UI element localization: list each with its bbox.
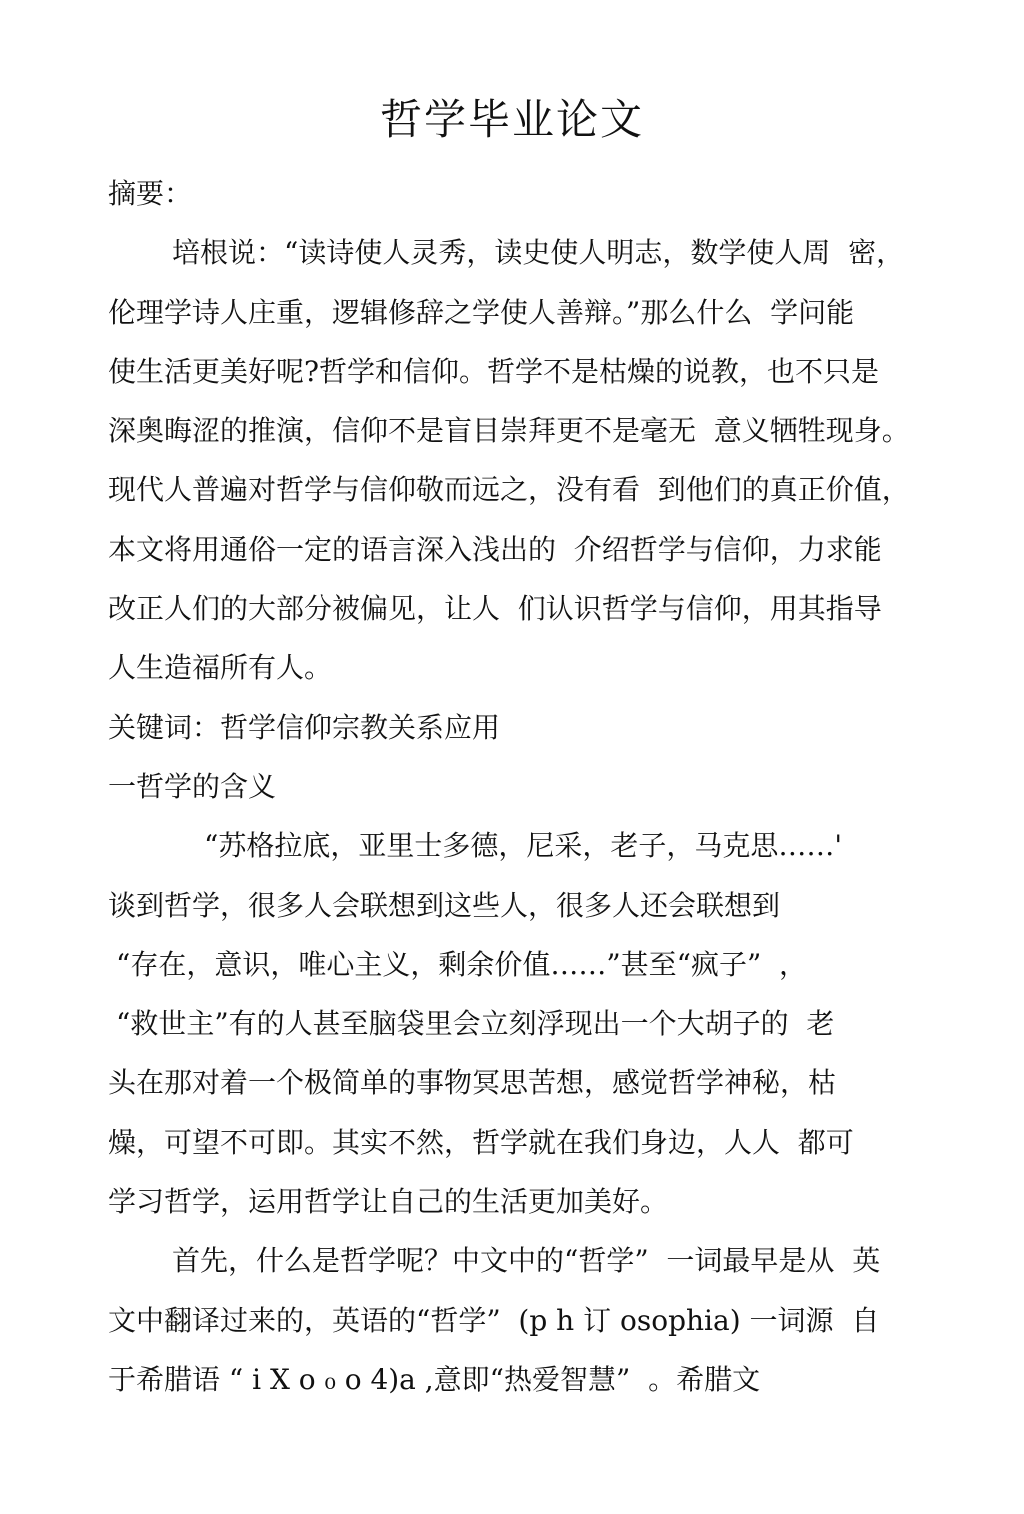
paragraph-line: 使生活更美好呢?哲学和信仰。哲学不是枯燥的说教，也不只是 bbox=[108, 354, 880, 388]
document-title: 哲学毕业论文 bbox=[379, 95, 644, 144]
paragraph-line: 头在那对着一个极简单的事物冥思苦想，感觉哲学神秘，枯 bbox=[108, 1066, 837, 1100]
paragraph-line: 人生造福所有人。 bbox=[108, 651, 333, 685]
keywords-line: 关键词：哲学信仰宗教关系应用 bbox=[108, 710, 501, 744]
paragraph-line: 燥，可望不可即。其实不然，哲学就在我们身边，人人 都可 bbox=[108, 1125, 854, 1159]
paragraph-line: 学习哲学，运用哲学让自己的生活更加美好。 bbox=[108, 1185, 669, 1219]
paragraph-line: 首先，什么是哲学呢？中文中的“哲学” 一词最早是从 英 bbox=[172, 1244, 881, 1278]
paragraph-line: “救世主”有的人甚至脑袋里会立刻浮现出一个大胡子的 老 bbox=[116, 1007, 835, 1041]
paragraph-line: 培根说：“读诗使人灵秀，读史使人明志，数学使人周 密， bbox=[172, 236, 905, 270]
paragraph-line: 改正人们的大部分被偏见，让人 们认识哲学与信仰，用其指导 bbox=[108, 592, 882, 626]
section-heading: 一哲学的含义 bbox=[108, 769, 277, 803]
document-body bbox=[108, 164, 928, 1409]
paragraph-line: “苏格拉底，亚里士多德，尼采，老子，马克思……' bbox=[204, 829, 843, 863]
paragraph-line: 文中翻译过来的，英语的“哲学” (p h 订 osophia) 一词源 自 bbox=[108, 1303, 880, 1337]
abstract-heading: 摘要： bbox=[108, 177, 193, 210]
paragraph-line: 本文将用通俗一定的语言深入浅出的 介绍哲学与信仰，力求能 bbox=[108, 532, 882, 566]
paragraph-line: 谈到哲学，很多人会联想到这些人，很多人还会联想到 bbox=[108, 888, 781, 922]
paragraph-line: 伦理学诗人庄重，逻辑修辞之学使人善辩。”那么什么 学问能 bbox=[108, 295, 855, 329]
paragraph-line: 现代人普遍对哲学与信仰敬而远之，没有看 到他们的真正价值， bbox=[108, 473, 910, 507]
paragraph-line: 深奥晦涩的推演，信仰不是盲目崇拜更不是毫无 意义牺牲现身。 bbox=[108, 414, 910, 448]
paragraph-line: “存在，意识，唯心主义，剩余价值……”甚至“疯子” ， bbox=[116, 947, 808, 981]
paragraph-line: 于希腊语 “ i X o ₀ o 4)a ,意即“热爱智慧” 。希腊文 bbox=[108, 1362, 761, 1396]
